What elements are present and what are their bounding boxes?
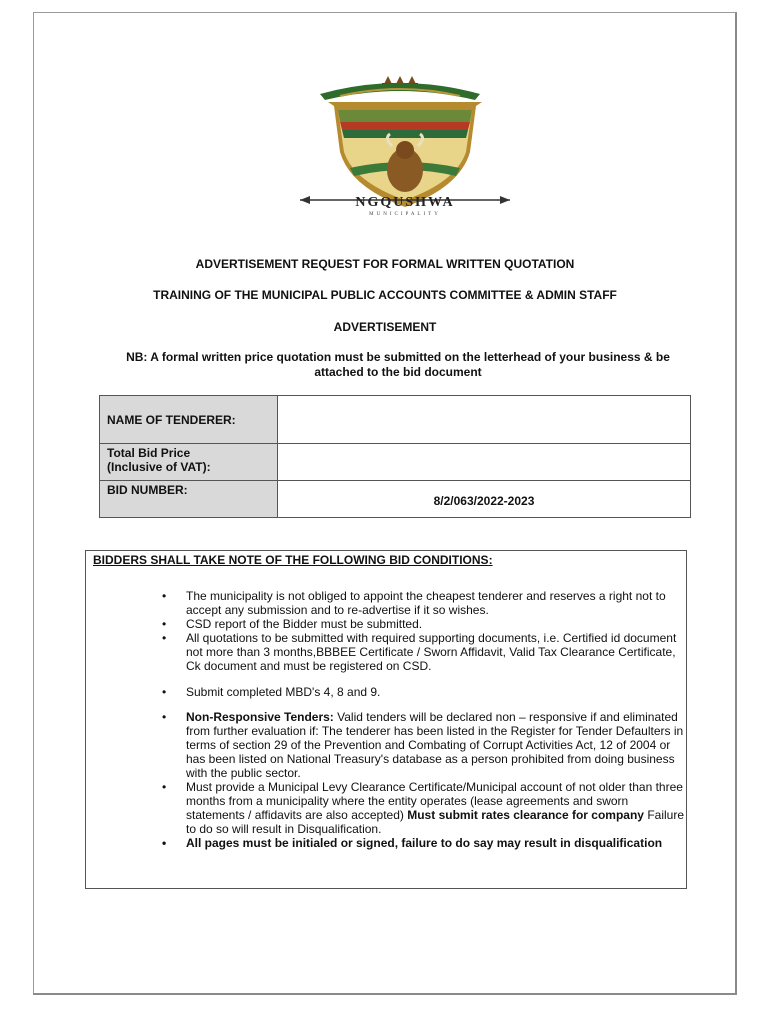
- list-item: • All quotations to be submitted with required supporting documents, i.e. Certified id document not more than 3 months,BBBEE Certificate / Sworn Affidavit, Valid Tax Clearance Certificate, Ck document and must be registered on CSD.: [156, 631, 686, 673]
- shield-emblem: [328, 102, 482, 207]
- rates-clearance-requirement: Must submit rates clearance for company: [407, 808, 644, 822]
- list-item: • The municipality is not obliged to appoint the cheapest tenderer and reserves a right not to accept any submission and to re-advertise if it so wishes.: [156, 589, 686, 617]
- heading-training-title: TRAINING OF THE MUNICIPAL PUBLIC ACCOUNTS COMMITTEE & ADMIN STAFF: [153, 288, 617, 302]
- bid-number-value: 8/2/063/2022-2023: [278, 481, 691, 518]
- bid-conditions-title-text: BIDDERS SHALL TAKE NOTE OF THE FOLLOWING BID CONDITIONS: [93, 553, 489, 567]
- bid-conditions-box: [85, 550, 687, 889]
- non-responsive-heading: Non-Responsive Tenders:: [186, 710, 334, 724]
- crown-emblem: [320, 76, 480, 100]
- nb-note-line-1: NB: A formal written price quotation must be submitted on the letterhead of your business & be: [126, 350, 670, 364]
- tender-info-table: [99, 395, 691, 518]
- table-row-bid-number: [100, 481, 691, 518]
- logo-banner: [300, 195, 510, 217]
- total-bid-price-field[interactable]: [278, 444, 691, 481]
- list-item: • Submit completed MBD's 4, 8 and 9.: [156, 685, 686, 699]
- bid-conditions-list: [156, 589, 686, 850]
- list-item: • CSD report of the Bidder must be submitted.: [156, 617, 686, 631]
- levy-clearance-text: Must provide a Municipal Levy Clearance Certificate/Municipal account of not older than three months from a municipality where the entity operates (lease agreements and sworn statements / affidavits are also accepted): [186, 780, 683, 822]
- list-item: [156, 710, 686, 780]
- nb-note: [98, 350, 698, 380]
- name-of-tenderer-field[interactable]: [278, 396, 691, 444]
- name-of-tenderer-label: NAME OF TENDERER:: [100, 396, 278, 444]
- bid-number-label: BID NUMBER:: [100, 481, 278, 518]
- logo-name-text: NGQUSHWA: [355, 195, 455, 210]
- nb-note-line-2: attached to the bid document: [314, 365, 482, 379]
- heading-quotation-request: ADVERTISEMENT REQUEST FOR FORMAL WRITTEN QUOTATION: [195, 257, 575, 271]
- table-row-price: [100, 444, 691, 481]
- municipal-logo: [280, 72, 530, 220]
- list-item: • All pages must be initialed or signed, failure to do say may result in disqualification: [156, 836, 686, 850]
- total-bid-price-label-line-2: (Inclusive of VAT):: [107, 460, 211, 474]
- disqualification-text: Failure to do so will result in Disqualification.: [186, 808, 684, 836]
- non-responsive-text: Valid tenders will be declared non – responsive if and eliminated from further evaluation if: The tenderer has been listed in the Register for Tender Defaulters in terms of section 29 of the Prevention and Combating of Corrupt Activities Act, 12 of 2004 or has been listed on National Treasury's database as a person prohibited from doing business with the public sector.: [186, 710, 684, 780]
- logo-sub-text: MUNICIPALITY: [369, 212, 441, 217]
- total-bid-price-label-line-1: Total Bid Price: [107, 446, 191, 460]
- bid-conditions-title: [93, 553, 493, 567]
- total-bid-price-label: [100, 444, 278, 481]
- bid-conditions-title-colon: :: [488, 553, 493, 567]
- table-row-name: [100, 396, 691, 444]
- heading-advertisement: ADVERTISEMENT: [333, 320, 437, 334]
- list-item: [156, 780, 686, 836]
